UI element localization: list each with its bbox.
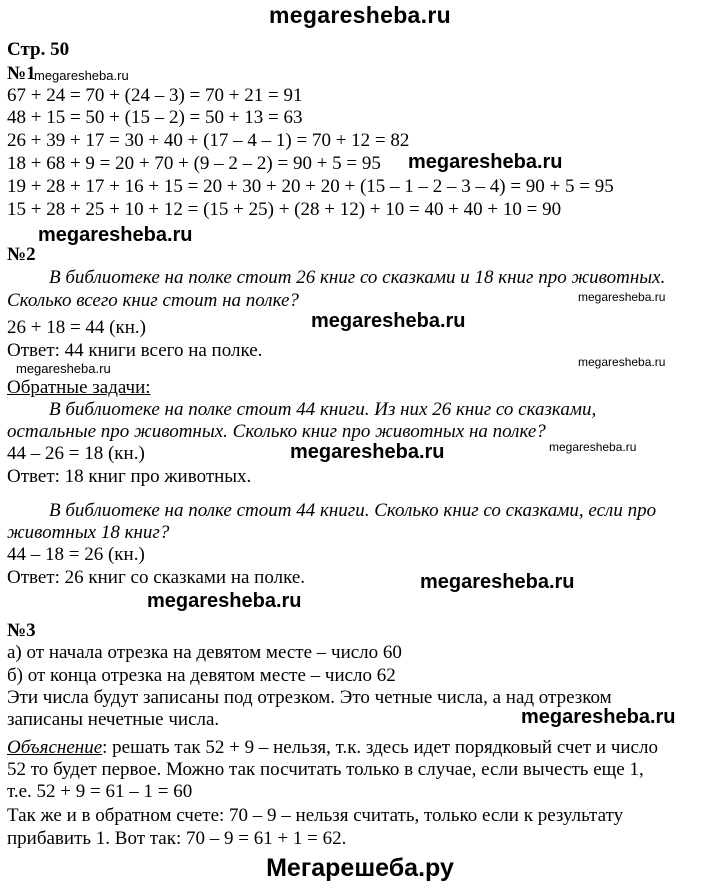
page-number: Стр. 50 — [7, 39, 70, 60]
inverse-task1: В библиотеке на полке стоит 44 книги. Из них 26 книг со сказками, — [49, 399, 597, 420]
watermark: megaresheba.ru — [408, 151, 563, 173]
task3-number: №3 — [7, 620, 36, 641]
inverse-task2: В библиотеке на полке стоит 44 книги. Сколько книг со сказками, если про — [49, 500, 657, 521]
watermark: megaresheba.ru — [16, 361, 111, 376]
task1-line: 67 + 24 = 70 + (24 – 3) = 70 + 21 = 91 — [7, 85, 303, 106]
inverse-task2-solution: 44 – 18 = 26 (кн.) — [7, 544, 145, 565]
task3-paragraph: Эти числа будут записаны под отрезком. Это четные числа, а над отрезком — [7, 687, 612, 708]
explanation-label: Объяснение — [7, 737, 103, 758]
inverse-tasks-title: Обратные задачи: — [7, 377, 151, 398]
task1-line: 18 + 68 + 9 = 20 + 70 + (9 – 2 – 2) = 90 + 5 = 95 — [7, 153, 381, 174]
inverse-task1: остальные про животных. Сколько книг про животных на полке? — [7, 421, 546, 442]
explanation-line: т.е. 52 + 9 = 61 – 1 = 60 — [7, 781, 193, 802]
task2-number: №2 — [7, 244, 36, 265]
site-header-title: megaresheba.ru — [269, 2, 451, 28]
task2-answer: Ответ: 44 книги всего на полке. — [7, 340, 263, 361]
task1-number: №1 — [7, 63, 36, 84]
task3-item-b: б) от конца отрезка на девятом месте – число 62 — [7, 665, 396, 686]
reverse-count-line: Так же и в обратном счете: 70 – 9 – нельзя считать, только если к результату — [7, 805, 624, 826]
reverse-count-line: прибавить 1. Вот так: 70 – 9 = 61 + 1 = 62. — [7, 828, 347, 849]
explanation-line: 52 то будет первое. Можно так посчитать только в случае, если вычесть еще 1, — [7, 759, 644, 780]
watermark: megaresheba.ru — [578, 290, 666, 304]
watermark: megaresheba.ru — [420, 571, 575, 593]
explanation-line — [7, 738, 658, 757]
task3-paragraph: записаны нечетные числа. — [7, 709, 220, 730]
watermark: megaresheba.ru — [578, 355, 666, 369]
inverse-task1-answer: Ответ: 18 книг про животных. — [7, 466, 252, 487]
watermark: megaresheba.ru — [521, 706, 676, 728]
inverse-task1-solution: 44 – 26 = 18 (кн.) — [7, 443, 145, 464]
explanation-text: : решать так 52 + 9 – нельзя, т.к. здесь идет порядковый счет и число — [102, 737, 658, 758]
watermark: megaresheba.ru — [34, 68, 129, 83]
inverse-task2: животных 18 книг? — [7, 522, 170, 543]
task1-line: 15 + 28 + 25 + 10 + 12 = (15 + 25) + (28 + 12) + 10 = 40 + 40 + 10 = 90 — [7, 199, 562, 220]
task2-solution: 26 + 18 = 44 (кн.) — [7, 317, 146, 338]
watermark: megaresheba.ru — [290, 441, 445, 463]
site-footer-title: Мегарешеба.ру — [266, 854, 454, 882]
task1-line: 26 + 39 + 17 = 30 + 40 + (17 – 4 – 1) = 70 + 12 = 82 — [7, 130, 410, 151]
task2-problem: В библиотеке на полке стоит 26 книг со сказками и 18 книг про животных. — [49, 267, 666, 288]
inverse-task2-answer: Ответ: 26 книг со сказками на полке. — [7, 567, 306, 588]
watermark: megaresheba.ru — [549, 440, 637, 454]
watermark: megaresheba.ru — [311, 310, 466, 332]
task1-line: 19 + 28 + 17 + 16 + 15 = 20 + 30 + 20 + 20 + (15 – 1 – 2 – 3 – 4) = 90 + 5 = 95 — [7, 176, 614, 197]
task3-item-a: а) от начала отрезка на девятом месте – число 60 — [7, 642, 402, 663]
watermark: megaresheba.ru — [38, 224, 193, 246]
task1-line: 48 + 15 = 50 + (15 – 2) = 50 + 13 = 63 — [7, 107, 303, 128]
task2-problem: Сколько всего книг стоит на полке? — [7, 290, 299, 311]
watermark: megaresheba.ru — [147, 590, 302, 612]
